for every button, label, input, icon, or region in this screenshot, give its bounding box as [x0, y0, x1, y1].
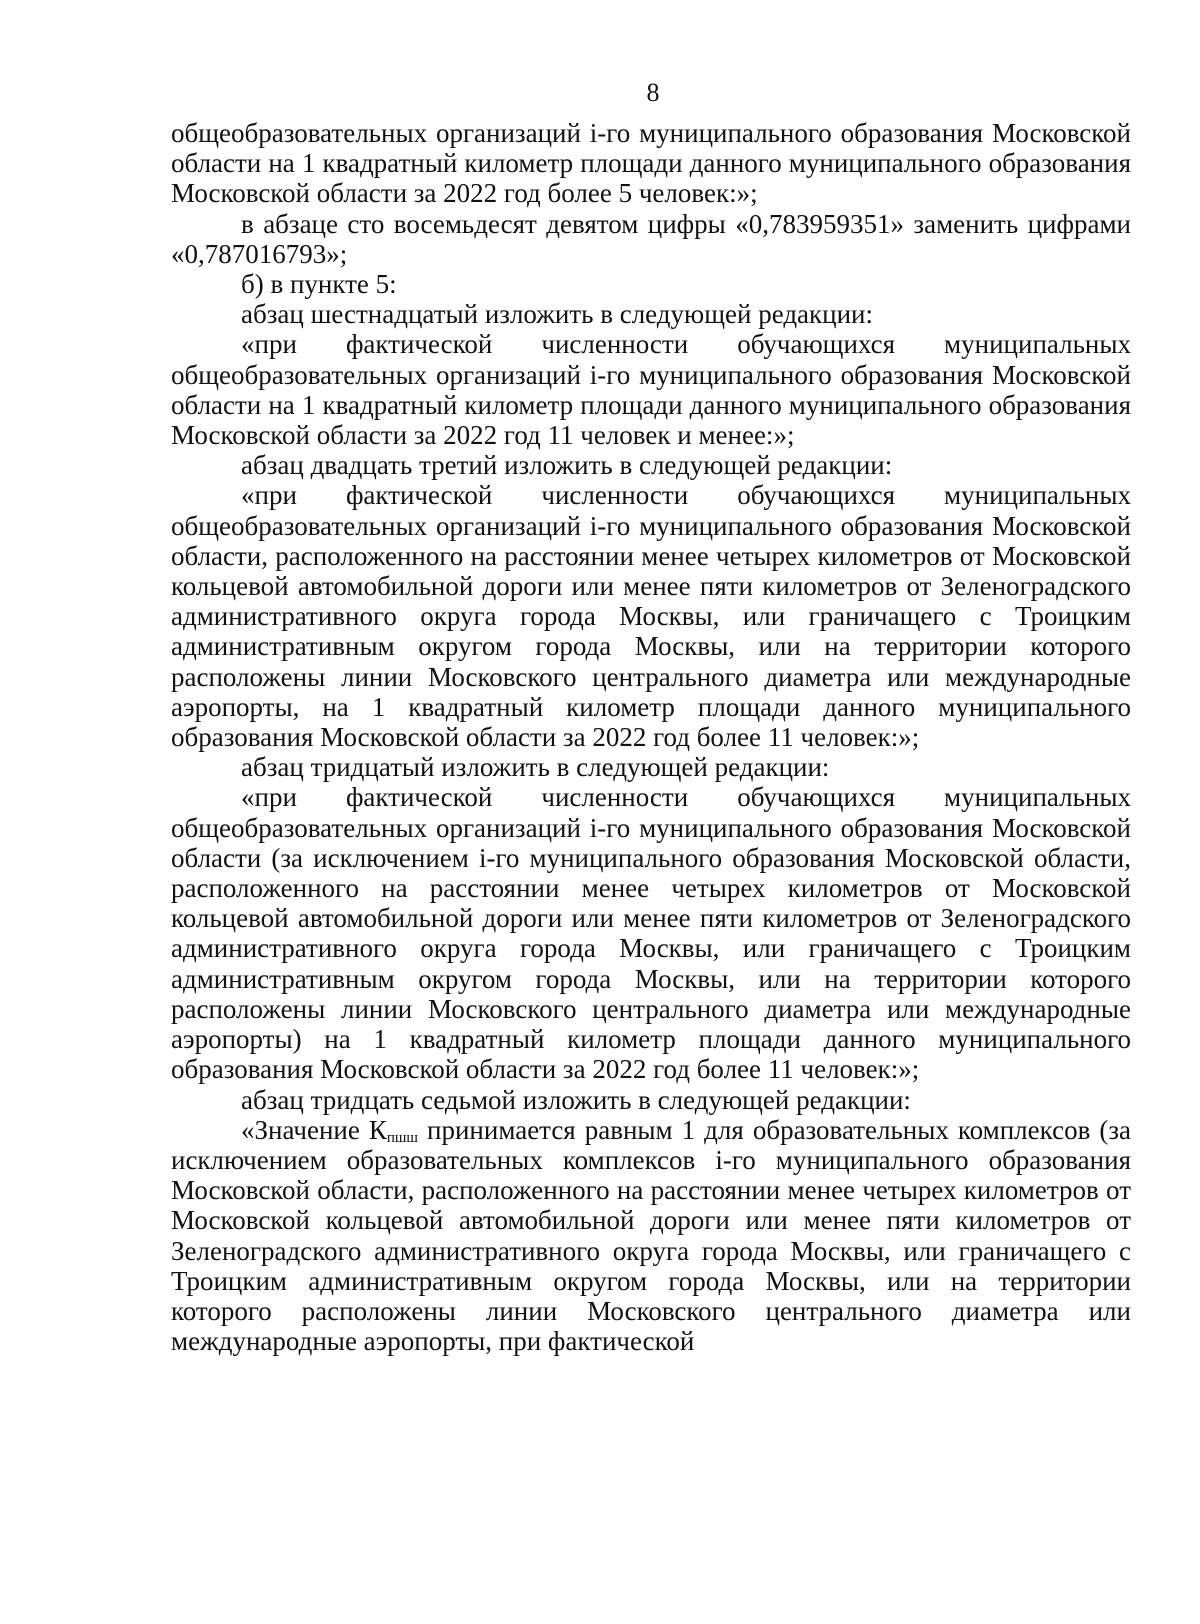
paragraph-abzac-23-instruction: абзац двадцать третий изложить в следующей редакции:	[241, 450, 893, 481]
paragraph-abzac-30-text: «при фактической численности обучающихся муниципальных общеобразовательных организаций i-го муниципального образования Московской области (за исключением i-го муниципального образования Московской области, расположенного на расстоянии менее четырех километров от Московской кольцевой автомобильной дороги или менее пяти километров от Зеленоградского административного округа города Москвы, или граничащего с Троицким административным округом города Москвы, или на территории которого расположены линии Московского центрального диаметра или международные аэропорты) на 1 квадратный километр площади данного муниципального образования Московской области за 2022 год более 11 человек:»;	[171, 782, 1131, 1085]
paragraph-amendment-abzac-189: в абзаце сто восемьдесят девятом цифры «0,783959351» заменить цифрами «0,787016793»;	[171, 208, 1131, 269]
paragraph-abzac-23-text: «при фактической численности обучающихся муниципальных общеобразовательных организаций i-го муниципального образования Московской области, расположенного на расстоянии менее четырех километров от Московской кольцевой автомобильной дороги или менее пяти километров от Зеленоградского административного округа города Москвы, или граничащего с Троицким административным округом города Москвы, или на территории которого расположены линии Московского центрального диаметра или международные аэропорты, на 1 квадратный километр площади данного муниципального образования Московской области за 2022 год более 11 человек:»;	[171, 480, 1131, 753]
page-number: 8	[646, 78, 660, 107]
paragraph-continuation: общеобразовательных организаций i-го муниципального образования Московской области на 1 квадратный километр площади данного муниципального образования Московской области за 2022 год более 5 человек:»;	[171, 118, 1131, 209]
document-body	[171, 118, 1131, 1356]
paragraph-abzac-30-instruction: абзац тридцатый изложить в следующей редакции:	[241, 752, 830, 783]
paragraph-abzac-37-instruction: абзац тридцать седьмой изложить в следующей редакции:	[241, 1084, 911, 1115]
paragraph-abzac-37-text	[171, 1115, 1131, 1357]
k-value-rest: принимается равным 1 для образовательных комплексов (за исключением образовательных комплексов i-го муниципального образования Московской области, расположенного на расстоянии менее четырех километров от Московской кольцевой автомобильной дороги или менее пяти километров от Зеленоградского административного округа города Москвы, или граничащего с Троицким административным округом города Москвы, или на территории которого расположены линии Московского центрального диаметра или международные аэропорты, при фактической	[171, 1114, 1131, 1357]
paragraph-abzac-16-text: «при фактической численности обучающихся муниципальных общеобразовательных организаций i-го муниципального образования Московской области на 1 квадратный километр площади данного муниципального образования Московской области за 2022 год 11 человек и менее:»;	[171, 329, 1131, 451]
paragraph-abzac-16-instruction: абзац шестнадцатый изложить в следующей редакции:	[241, 299, 874, 330]
k-subscript: пшш	[386, 1129, 418, 1146]
k-value-lead: «Значение К	[241, 1114, 387, 1145]
paragraph-punkt-5-heading: б) в пункте 5:	[241, 269, 397, 300]
